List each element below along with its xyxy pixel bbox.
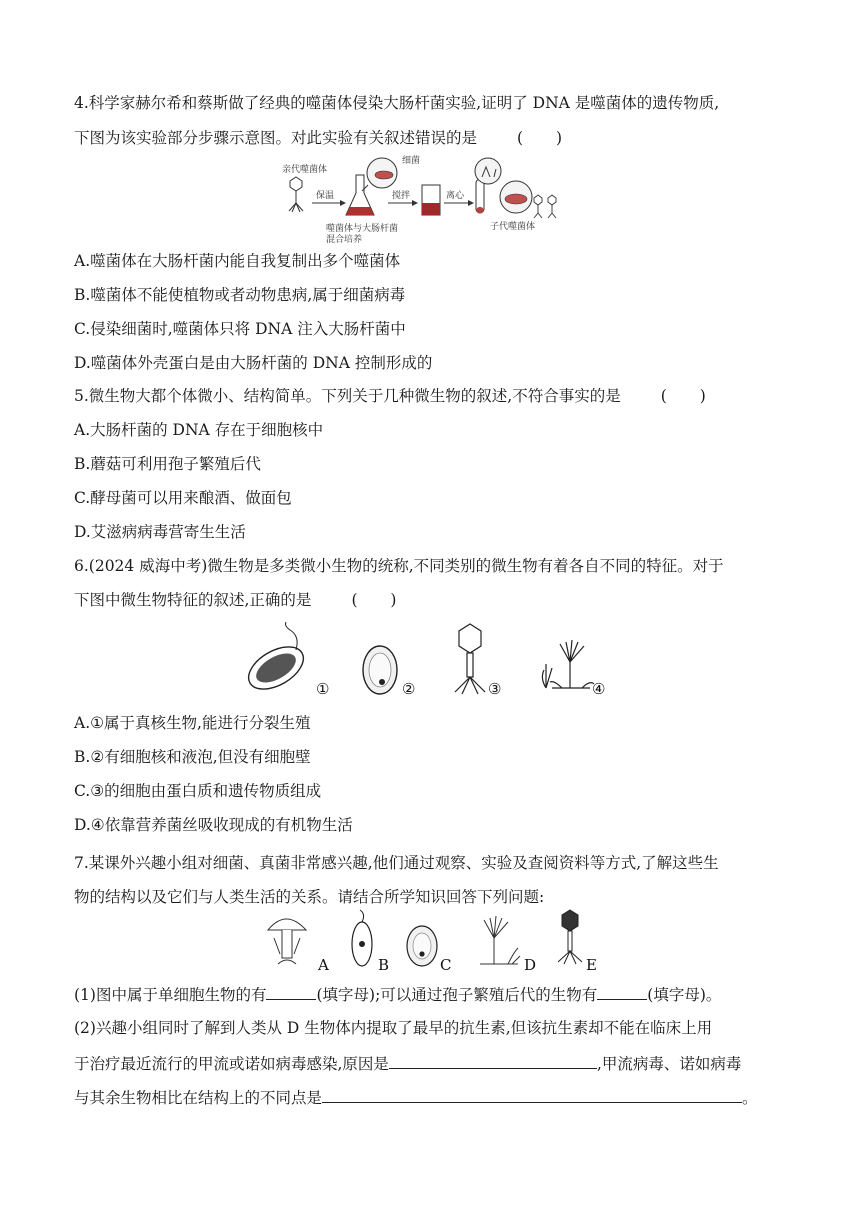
magnified-bacterium-icon [362,158,397,191]
q6-option-c: C.③的细胞由蛋白质和遗传物质组成 [74,782,322,800]
centrifuge-tube-icon [476,179,484,213]
phage-icon [455,624,485,694]
q5-option-d: D.艾滋病病毒营寄生生活 [74,523,246,541]
label-centrifuge: 离心 [446,191,465,201]
label-bacteria: 细菌 [402,156,421,166]
q7-sub2-line2 [74,1052,741,1074]
yeast-cell-icon [407,926,437,966]
q6-stem-text: 下图中微生物特征的叙述,正确的是 [74,591,312,609]
q6-option-a: A.①属于真核生物,能进行分裂生殖 [74,714,311,732]
q5-option-c: C.酵母菌可以用来酿酒、做面包 [74,489,292,507]
magnified-phage-icon [475,158,501,184]
q5-option-a: A.大肠杆菌的 DNA 存在于细胞核中 [74,421,324,439]
q7-answer-blank-3[interactable] [389,1052,597,1069]
virus-phage-icon [558,910,582,964]
q7-answer-blank-2[interactable] [597,983,647,1000]
q6-answer-bracket: ( ) [351,591,411,609]
mushroom-icon [268,919,306,964]
q7-stem-line2: 物的结构以及它们与人类生活的关系。请结合所学知识回答下列问题: [74,888,545,906]
q4-option-d: D.噬菌体外壳蛋白是由大肠杆菌的 DNA 控制形成的 [74,354,433,372]
offspring-phage-icons [534,195,556,218]
q7-sub1-text-b: (填字母);可以通过孢子繁殖后代的生物有 [316,986,598,1004]
label-3: ③ [488,680,502,698]
q7-sub2-line1: (2)兴趣小组同时了解到人类从 D 生物体内提取了最早的抗生素,但该抗生素却不能在临床上用 [74,1019,713,1037]
q7-sub2-text-a: 于治疗最近流行的甲流或诺如病毒感染,原因是 [74,1055,389,1073]
label-parent-phage: 亲代噬菌体 [282,165,328,175]
q6-option-b: B.②有细胞核和液泡,但没有细胞壁 [74,748,311,766]
bacterium-icon [242,622,311,698]
q7-sub1-text-a: (1)图中属于单细胞生物的有 [74,986,267,1004]
label-2: ② [402,680,416,698]
label-offspring-phage: 子代噬菌体 [490,222,536,232]
q7-sub2-text-c: 与其余生物相比在结构上的不同点是 [74,1089,323,1107]
label-a: A [318,956,329,974]
penicillium-icon [480,916,520,964]
arrowhead-1 [340,200,346,206]
q7-sub1-text-c: (填字母)。 [647,986,722,1004]
label-c: C [440,956,452,974]
q7-sub1 [74,983,721,1005]
infected-bacterium-icon [500,181,532,213]
q7-answer-blank-1[interactable] [266,983,316,1000]
q4-answer-bracket: ( ) [517,129,577,147]
q4-stem-line2 [74,128,576,148]
yeast-icon [363,646,397,694]
q6-stem-line2 [74,590,410,610]
beaker-icon [422,185,440,215]
label-d: D [524,956,537,974]
rod-bacterium-icon [352,910,372,966]
label-keep-warm: 保温 [316,191,335,201]
label-b: B [378,956,390,974]
q7-stem-line1: 7.某课外兴趣小组对细菌、真菌非常感兴趣,他们通过观察、实验及查阅资料等方式,了解这些生 [74,854,719,872]
label-stir: 搅拌 [392,191,411,201]
label-e: E [586,956,597,974]
q4-option-b: B.噬菌体不能使植物或者动物患病,属于细菌病毒 [74,286,406,304]
microorganisms-figure-q7 [262,908,612,974]
q5-stem [74,386,720,406]
q7-answer-blank-4[interactable] [322,1086,742,1103]
q6-option-d: D.④依靠营养菌丝吸收现成的有机物生活 [74,816,353,834]
q7-sub2-text-b: ,甲流病毒、诺如病毒 [596,1055,742,1073]
q7-sub2-line3 [74,1086,758,1108]
parent-phage-icon [289,177,303,212]
microorganisms-figure-q6 [240,622,620,702]
q4-option-c: C.侵染细菌时,噬菌体只将 DNA 注入大肠杆菌中 [74,320,406,338]
q5-option-b: B.蘑菇可利用孢子繁殖后代 [74,455,261,473]
q7-sub2-text-d: 。 [742,1089,758,1107]
label-4: ④ [592,680,606,698]
arrowhead-3 [468,200,474,206]
label-mix-culture-2: 混合培养 [326,235,363,245]
q6-stem-line1: 6.(2024 威海中考)微生物是多类微小生物的统称,不同类别的微生物有着各自不同的特征。对于 [74,557,724,575]
q4-stem-text: 下图为该实验部分步骤示意图。对此实验有关叙述错误的是 [74,129,478,147]
label-mix-culture-1: 噬菌体与大肠杆菌 [326,224,399,234]
label-1: ① [316,680,330,698]
q5-answer-bracket: ( ) [660,387,720,405]
phage-infection-experiment-figure [270,155,560,245]
q5-stem-text: 5.微生物大都个体微小、结构简单。下列关于几种微生物的叙述,不符合事实的是 [74,387,621,405]
q4-stem-line1: 4.科学家赫尔希和蔡斯做了经典的噬菌体侵染大肠杆菌实验,证明了 DNA 是噬菌体的遗传物质, [74,94,720,112]
arrowhead-2 [412,200,418,206]
q4-option-a: A.噬菌体在大肠杆菌内能自我复制出多个噬菌体 [74,252,401,270]
mold-penicillium-icon [542,640,594,688]
